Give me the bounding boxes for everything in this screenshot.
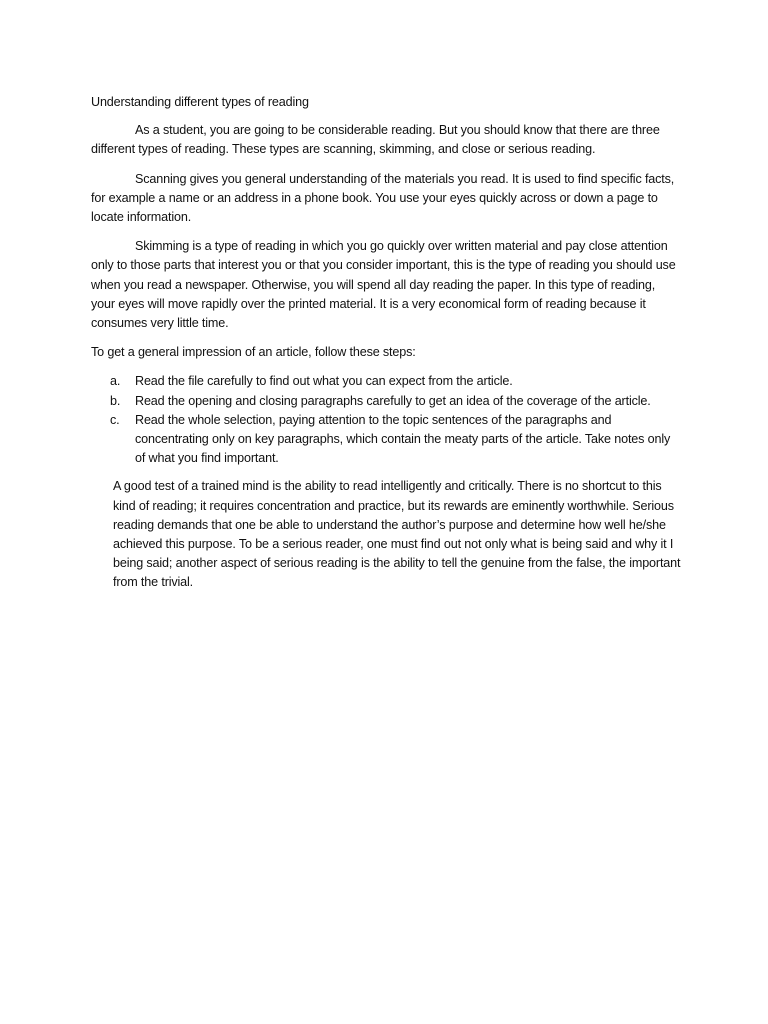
steps-intro: To get a general impression of an article, follow these steps: [91,345,416,360]
intro-paragraph: As a student, you are going to be considerable reading. But you should know that there are three different types of reading. These types are scanning, skimming, and close or serious reading. [91,123,660,157]
list-marker: c. [110,412,120,427]
scanning-paragraph: Scanning gives you general understanding of the materials you read. It is used to find specific facts, for example a name or an address in a phone book. You use your eyes quickly across or down a page to locate information. [91,171,675,225]
list-item [91,372,676,391]
list-marker: a. [110,374,121,389]
list-item-text: Read the opening and closing paragraphs carefully to get an idea of the coverage of the article. [135,393,651,408]
list-item [91,392,676,411]
closing-paragraph: A good test of a trained mind is the ability to read intelligently and critically. There is no shortcut to this kind of reading; it requires concentration and practice, but its rewards are eminently worthwhile. Serious reading demands that one be able to understand the author’s purpose and determine how well he/she achieved this purpose. To be a serious reader, one must find out not only what is being said and why it I being said; another aspect of serious reading is the ability to tell the genuine from the false, the important from the trivial. [113,479,681,590]
document-body [91,93,681,603]
skimming-paragraph: Skimming is a type of reading in which you go quickly over written material and pay close attention only to those parts that interest you or that you consider important, this is the type of reading you should use when you read a newspaper. Otherwise, you will spend all day reading the paper. In this type of reading, your eyes will move rapidly over the printed material. It is a very economical form of reading because it consumes very little time. [91,239,676,331]
steps-list [91,372,676,468]
list-marker: b. [110,393,121,408]
list-item [91,411,676,469]
list-item-text: Read the whole selection, paying attention to the topic sentences of the paragraphs and concentrating only on key paragraphs, which contain the meaty parts of the article. Take notes only of what you find important. [135,412,671,466]
document-title: Understanding different types of reading [91,95,309,109]
list-item-text: Read the file carefully to find out what you can expect from the article. [135,374,513,389]
